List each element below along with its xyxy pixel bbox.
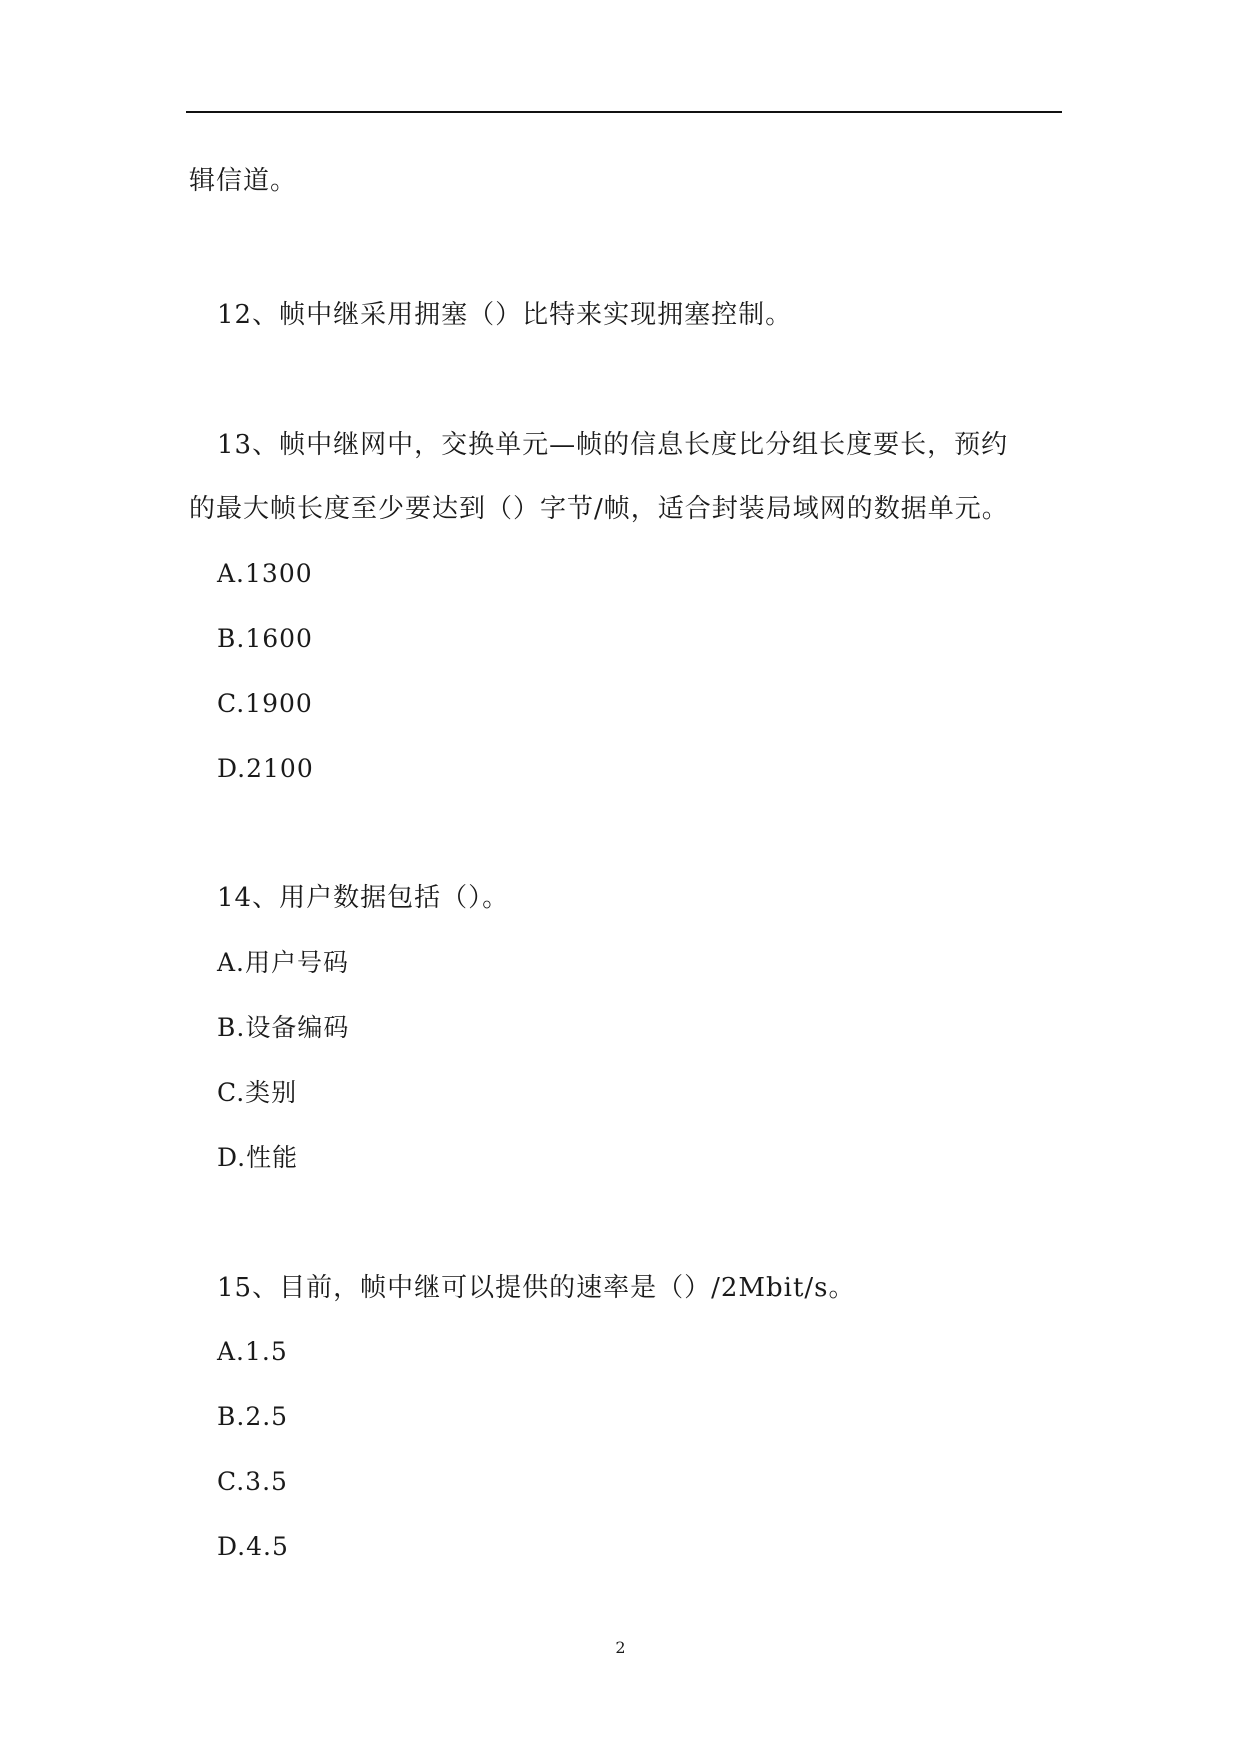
- q13-option-d: D.2100: [217, 754, 314, 783]
- q14-option-a: A.用户号码: [217, 948, 350, 977]
- question-13-line-1: 13、帧中继网中，交换单元—帧的信息长度比分组长度要长，预约: [217, 430, 1009, 460]
- question-15: 15、目前，帧中继可以提供的速率是（）/2Mbit/s。: [217, 1273, 856, 1303]
- q14-option-b: B.设备编码: [217, 1013, 350, 1042]
- question-14: 14、用户数据包括（）。: [217, 883, 510, 913]
- continuation-text: 辑信道。: [189, 166, 298, 196]
- q15-option-a: A.1.5: [217, 1337, 288, 1366]
- q14-option-c: C.类别: [217, 1078, 298, 1107]
- question-13-line-2: 的最大帧长度至少要达到（）字节/帧，适合封装局域网的数据单元。: [189, 494, 1009, 524]
- q15-option-b: B.2.5: [217, 1402, 289, 1431]
- q13-option-b: B.1600: [217, 624, 313, 653]
- q13-option-c: C.1900: [217, 689, 313, 718]
- q15-option-d: D.4.5: [217, 1532, 289, 1561]
- header-rule: [186, 111, 1062, 113]
- q14-option-d: D.性能: [217, 1143, 299, 1172]
- q13-option-a: A.1300: [217, 559, 313, 588]
- page-number: 2: [615, 1638, 626, 1657]
- q15-option-c: C.3.5: [217, 1467, 288, 1496]
- question-12: 12、帧中继采用拥塞（）比特来实现拥塞控制。: [217, 300, 793, 330]
